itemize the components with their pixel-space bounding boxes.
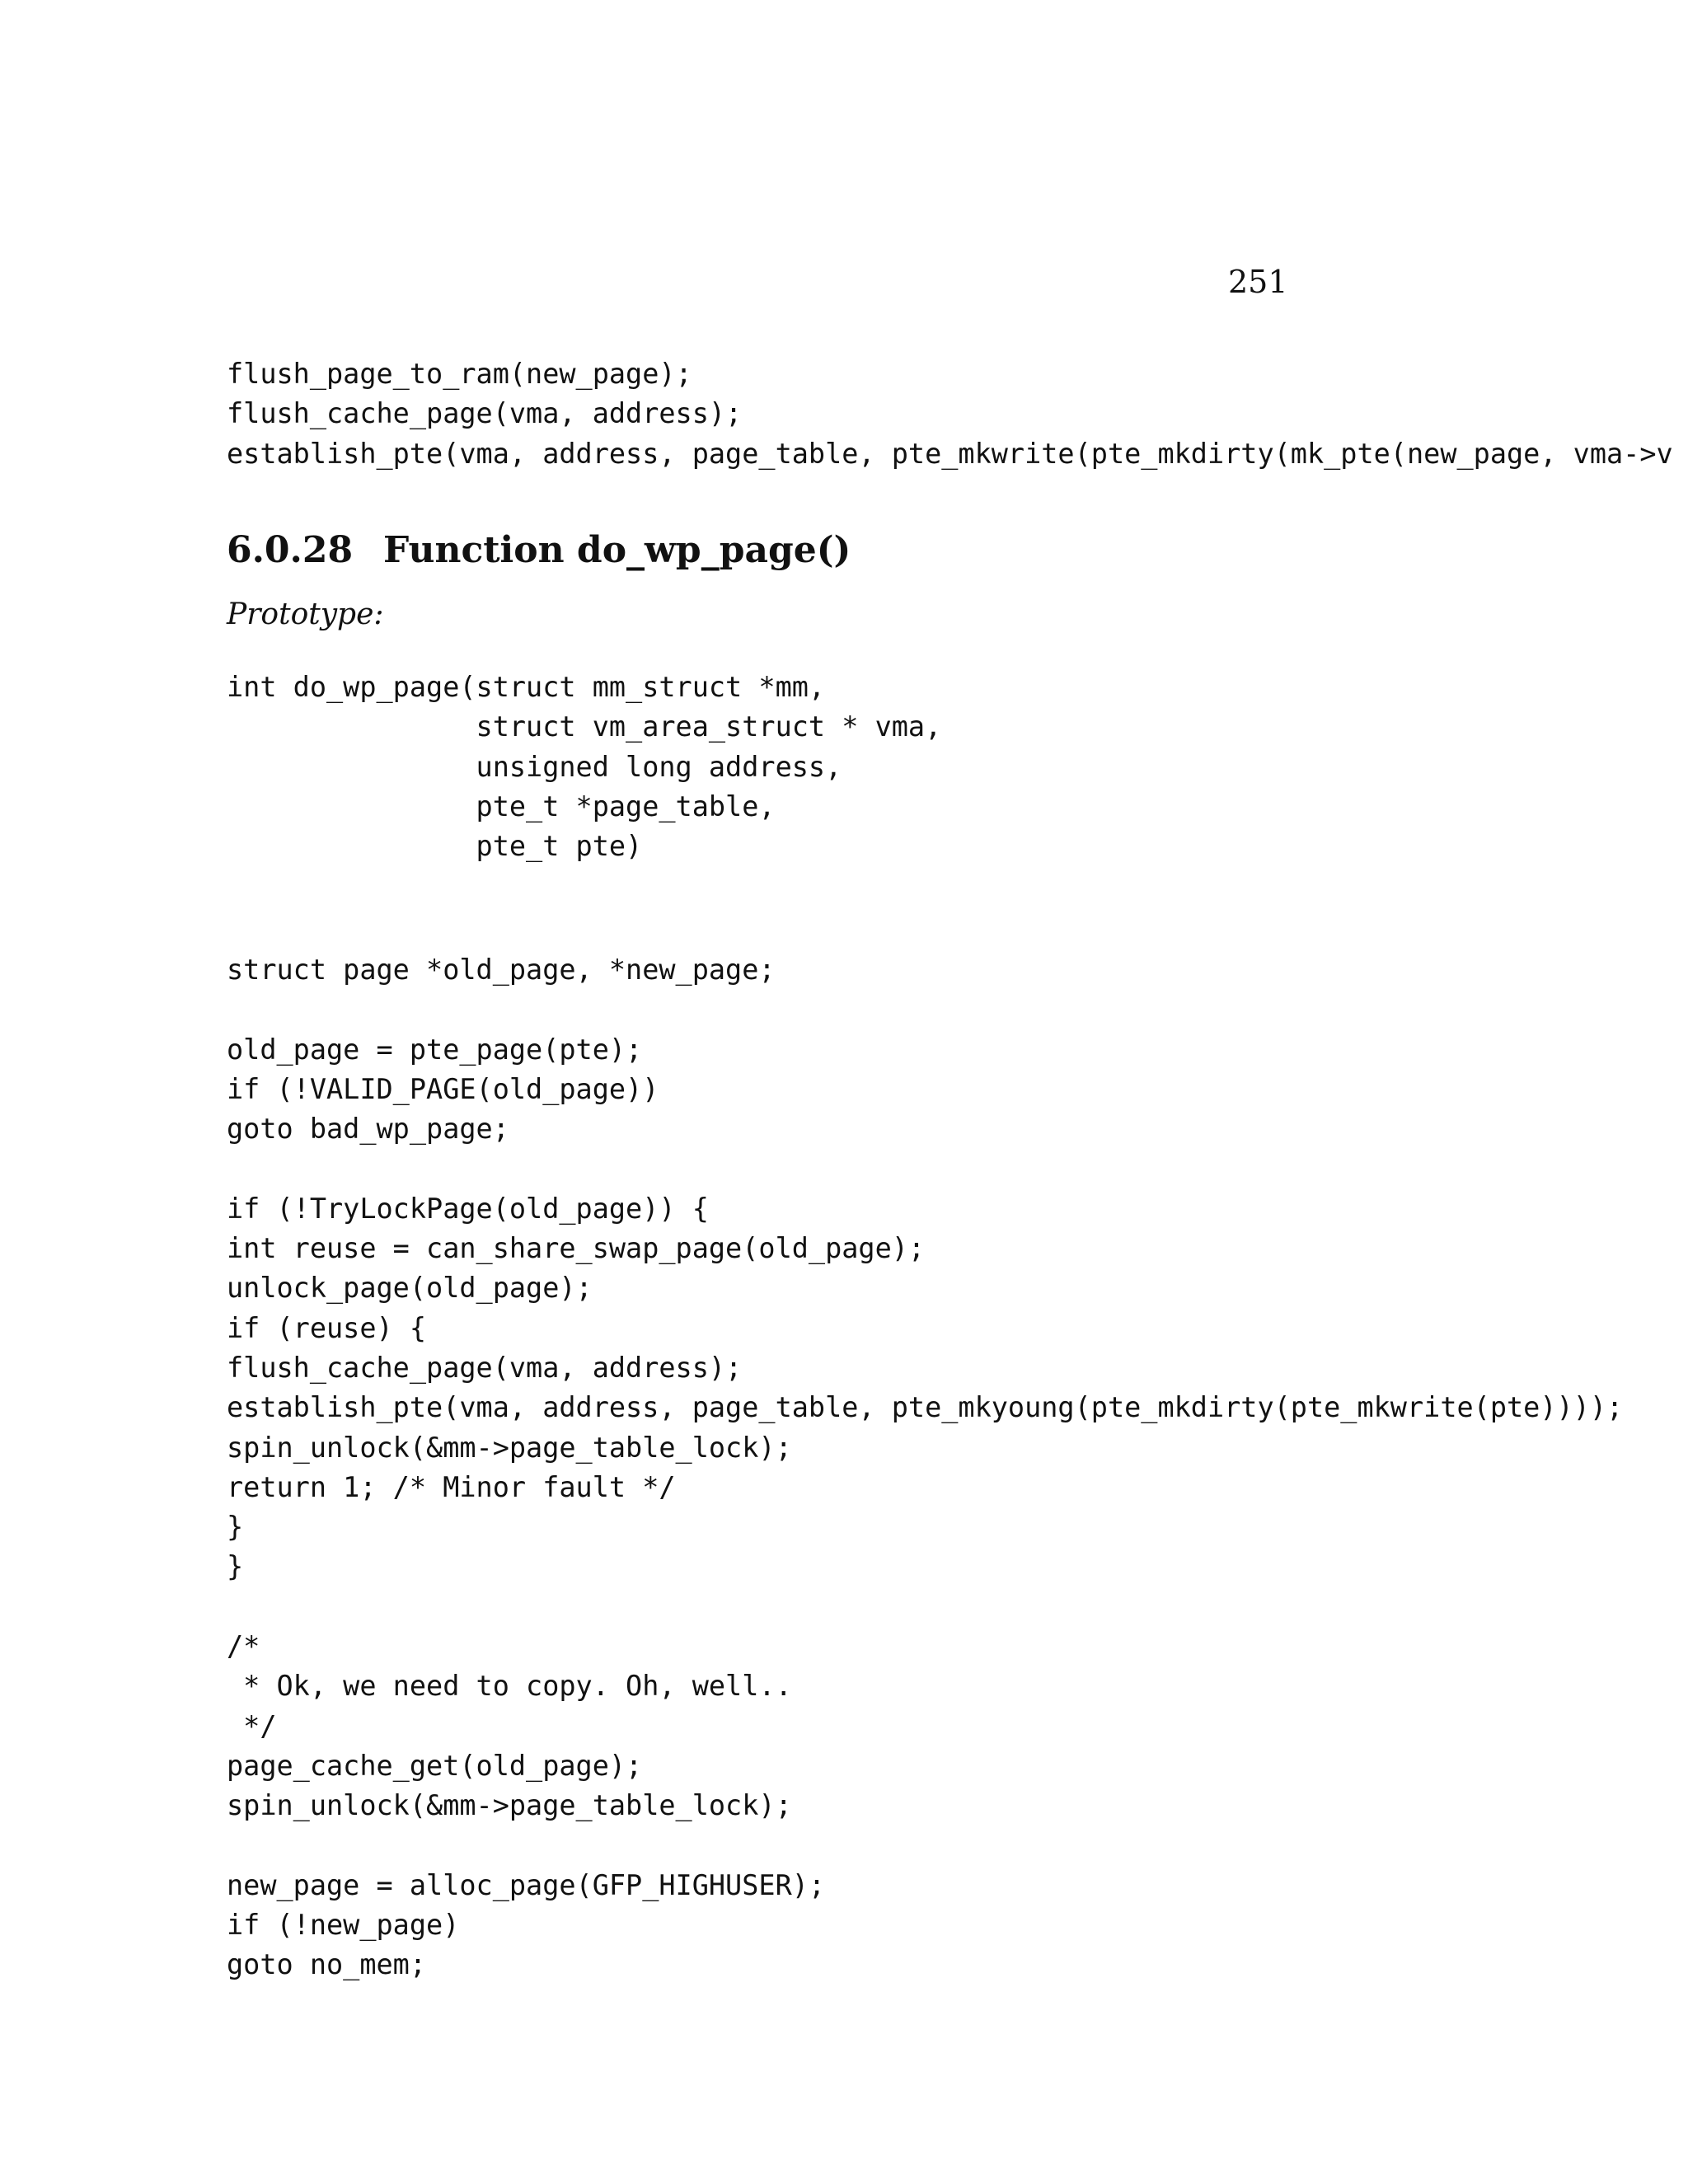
code-line: if (!TryLockPage(old_page)) { bbox=[227, 1192, 709, 1225]
code-line: unsigned long address, bbox=[227, 750, 842, 783]
code-block-prototype bbox=[227, 668, 941, 866]
code-line bbox=[227, 990, 1623, 1029]
code-line: page_cache_get(old_page); bbox=[227, 1749, 643, 1782]
section-number: 6.0.28 bbox=[227, 529, 354, 571]
code-line: flush_cache_page(vma, address); bbox=[227, 1351, 743, 1384]
code-line: } bbox=[227, 1511, 244, 1544]
section-title: Function do_wp_page() bbox=[383, 529, 851, 571]
code-line: new_page = alloc_page(GFP_HIGHUSER); bbox=[227, 1868, 826, 1901]
code-line: int reuse = can_share_swap_page(old_page); bbox=[227, 1232, 926, 1265]
code-line: /* bbox=[227, 1630, 260, 1663]
code-line: if (!VALID_PAGE(old_page)) bbox=[227, 1072, 659, 1105]
code-line: } bbox=[227, 1550, 244, 1583]
code-line: if (reuse) { bbox=[227, 1311, 427, 1344]
code-line: * Ok, we need to copy. Oh, well.. bbox=[227, 1670, 792, 1703]
code-line: struct vm_area_struct * vma, bbox=[227, 710, 942, 743]
code-line bbox=[227, 1826, 1623, 1866]
code-line: goto bad_wp_page; bbox=[227, 1113, 509, 1146]
code-block-top bbox=[227, 354, 1673, 474]
code-line: return 1; /* Minor fault */ bbox=[227, 1470, 676, 1503]
code-line: flush_page_to_ram(new_page); bbox=[227, 358, 692, 390]
code-line: old_page = pte_page(pte); bbox=[227, 1033, 643, 1066]
code-line: pte_t pte) bbox=[227, 830, 643, 863]
page-number: 251 bbox=[1228, 264, 1288, 300]
code-line: flush_cache_page(vma, address); bbox=[227, 397, 743, 430]
code-line: spin_unlock(&mm->page_table_lock); bbox=[227, 1789, 792, 1822]
code-line: establish_pte(vma, address, page_table, pte_mkyoung(pte_mkdirty(pte_mkwrite(pte)))); bbox=[227, 1391, 1624, 1424]
code-line: spin_unlock(&mm->page_table_lock); bbox=[227, 1431, 792, 1464]
code-line: goto no_mem; bbox=[227, 1948, 427, 1981]
code-line: int do_wp_page(struct mm_struct *mm, bbox=[227, 671, 826, 703]
code-line bbox=[227, 1587, 1623, 1627]
code-line: struct page *old_page, *new_page; bbox=[227, 954, 776, 986]
code-block-body bbox=[227, 950, 1623, 1985]
code-line: */ bbox=[227, 1709, 277, 1742]
code-line bbox=[227, 1149, 1623, 1188]
code-line: establish_pte(vma, address, page_table, pte_mkwrite(pte_mkdirty(mk_pte(new_page, vma->v bbox=[227, 437, 1673, 470]
code-line: unlock_page(old_page); bbox=[227, 1272, 593, 1305]
prototype-label: Prototype: bbox=[227, 598, 384, 631]
code-line: pte_t *page_table, bbox=[227, 790, 776, 823]
section-heading bbox=[227, 527, 851, 574]
code-line: if (!new_page) bbox=[227, 1909, 460, 1942]
